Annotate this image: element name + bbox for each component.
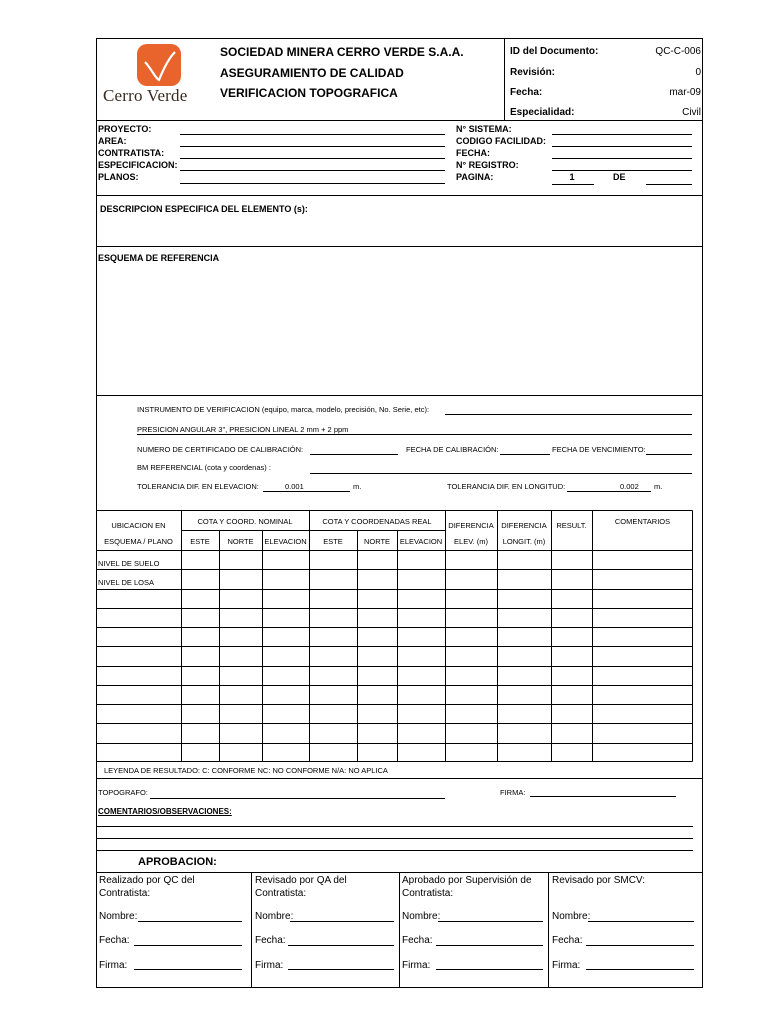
header-real: COTA Y COORDENADAS REAL	[322, 517, 432, 526]
tol-elev-line	[263, 491, 350, 492]
legend-bottom-line	[96, 778, 703, 779]
header-ubicacion-1: UBICACION EN	[111, 521, 166, 530]
row-label-nivel-losa: NIVEL DE LOSA	[98, 578, 154, 587]
bm-label: BM REFERENCIAL (cota y coordenas) :	[137, 463, 271, 472]
instrument-field[interactable]	[445, 414, 692, 415]
page-number-line	[552, 184, 594, 185]
subheader-nominal-norte: NORTE	[227, 537, 254, 546]
qa-name-label: Nombre:	[255, 911, 294, 922]
doc-id-value: QC-C-006	[655, 46, 701, 57]
topografo-field[interactable]	[150, 798, 445, 799]
comments-line-1[interactable]	[96, 826, 693, 827]
qc-date-field[interactable]	[134, 945, 242, 946]
result-legend: LEYENDA DE RESULTADO: C: CONFORME NC: NO CONFORME N/A: NO APLICA	[104, 766, 388, 775]
tol-elev-value: 0.001	[285, 482, 304, 491]
date-value: mar-09	[669, 87, 701, 98]
comments-line-2[interactable]	[96, 838, 693, 839]
topografo-sign-label: FIRMA:	[500, 788, 526, 797]
subheader-nominal-elevacion: ELEVACION	[264, 537, 307, 546]
supervision-date-label: Fecha:	[402, 935, 433, 946]
cert-field[interactable]	[310, 454, 398, 455]
comments-label: COMENTARIOS/OBSERVACIONES:	[98, 807, 232, 816]
page-number: 1	[569, 172, 575, 182]
header-diff-long-2: LONGIT. (m)	[502, 537, 546, 546]
qc-date-label: Fecha:	[99, 935, 130, 946]
smcv-date-field[interactable]	[586, 945, 694, 946]
register-label: N° REGISTRO:	[456, 160, 519, 170]
register-field[interactable]	[552, 170, 692, 171]
qa-sign-label: Firma:	[255, 960, 284, 971]
qa-date-field[interactable]	[288, 945, 394, 946]
supervision-sign-label: Firma:	[402, 960, 431, 971]
tol-elev-unit: m.	[353, 482, 362, 491]
supervision-name-label: Nombre:	[402, 911, 441, 922]
tol-long-unit: m.	[654, 482, 663, 491]
header-bottom-line	[96, 120, 703, 121]
qc-sign-field[interactable]	[134, 969, 242, 970]
comments-line-3[interactable]	[96, 850, 693, 851]
tol-elev-label: TOLERANCIA DIF. EN ELEVACION:	[137, 482, 259, 491]
header-diff-elev-1: DIFERENCIA	[448, 521, 494, 530]
qa-sign-field[interactable]	[288, 969, 394, 970]
revision-value: 0	[695, 67, 701, 78]
instrument-label: INSTRUMENTO DE VERIFICACION (equipo, marca, modelo, precisión, No. Serie, etc):	[137, 405, 430, 414]
approval-divider-1	[251, 872, 252, 988]
company-logo	[100, 42, 210, 112]
bm-field[interactable]	[310, 473, 692, 474]
supervision-name-field[interactable]	[438, 921, 543, 922]
project-label: PROYECTO:	[98, 124, 152, 134]
subheader-real-elevacion: ELEVACION	[399, 537, 443, 546]
qa-name-field[interactable]	[290, 921, 394, 922]
plans-label: PLANOS:	[98, 172, 139, 182]
contractor-label: CONTRATISTA:	[98, 148, 165, 158]
form-title: VERIFICACION TOPOGRAFICA	[220, 86, 398, 100]
revision-label: Revisión:	[510, 67, 556, 78]
specification-field[interactable]	[180, 170, 445, 171]
approval-col-qa-title: Revisado por QA del Contratista:	[255, 875, 347, 899]
qa-date-label: Fecha:	[255, 935, 286, 946]
company-name: SOCIEDAD MINERA CERRO VERDE S.A.A.	[220, 45, 464, 59]
description-bottom-line	[96, 246, 703, 247]
calib-date-label: FECHA DE CALIBRACIÓN:	[406, 445, 499, 454]
header-ubicacion-2: ESQUEMA / PLANO	[104, 537, 173, 546]
system-label: N° SISTEMA:	[456, 124, 512, 134]
topografo-label: TOPOGRAFO:	[98, 788, 148, 797]
approval-col-qc-title: Realizado por QC del Contratista:	[99, 875, 195, 899]
precision-text: PRESICION ANGULAR 3", PRESICION LINEAL 2 mm + 2 ppm	[137, 425, 349, 434]
page-total-field[interactable]	[646, 184, 692, 185]
measurement-table	[96, 510, 693, 762]
scheme-bottom-line	[96, 395, 703, 396]
info-date-field[interactable]	[552, 158, 692, 159]
project-field[interactable]	[180, 134, 445, 135]
precision-line	[137, 434, 692, 435]
calib-date-field[interactable]	[500, 454, 550, 455]
facility-code-label: CODIGO FACILIDAD:	[456, 136, 546, 146]
supervision-sign-field[interactable]	[436, 969, 543, 970]
specialty-value: Civil	[682, 107, 701, 118]
scheme-label: ESQUEMA DE REFERENCIA	[98, 253, 220, 263]
approval-col-supervision-title: Aprobado por Supervisión de Contratista:	[402, 875, 532, 899]
approval-title: APROBACION:	[138, 856, 217, 868]
page-label: PAGINA:	[456, 172, 494, 182]
info-bottom-line	[96, 195, 703, 196]
tol-long-value: 0.002	[620, 482, 639, 491]
supervision-date-field[interactable]	[436, 945, 543, 946]
approval-divider-3	[548, 872, 549, 988]
subheader-real-este: ESTE	[323, 537, 343, 546]
table-grid	[96, 510, 693, 762]
expiry-label: FECHA DE VENCIMIENTO:	[552, 445, 646, 454]
logo-text: Cerro Verde	[103, 86, 188, 105]
subheader-real-norte: NORTE	[363, 537, 391, 546]
system-field[interactable]	[552, 134, 692, 135]
subheader-nominal-este: ESTE	[190, 537, 210, 546]
smcv-name-field[interactable]	[588, 921, 694, 922]
tol-long-label: TOLERANCIA DIF. EN LONGITUD:	[447, 482, 566, 491]
info-date-label: FECHA:	[456, 148, 490, 158]
topografo-sign-field[interactable]	[530, 796, 676, 797]
area-label: AREA:	[98, 136, 127, 146]
date-label: Fecha:	[510, 87, 543, 98]
qc-sign-label: Firma:	[99, 960, 128, 971]
area-field[interactable]	[180, 146, 445, 147]
page-of-label: DE	[613, 172, 626, 182]
header-nominal: COTA Y COORD. NOMINAL	[197, 517, 293, 526]
facility-code-field[interactable]	[552, 146, 692, 147]
contractor-field[interactable]	[180, 158, 445, 159]
header-result: RESULT.	[556, 521, 587, 530]
approval-divider-2	[399, 872, 400, 988]
description-label: DESCRIPCION ESPECIFICA DEL ELEMENTO (s):	[100, 204, 308, 214]
cert-label: NUMERO DE CERTIFICADO DE CALIBRACIÓN:	[137, 445, 304, 454]
tol-long-line	[567, 491, 651, 492]
specification-label: ESPECIFICACION:	[98, 160, 178, 170]
plans-field[interactable]	[180, 183, 445, 184]
expiry-field[interactable]	[646, 454, 692, 455]
smcv-sign-label: Firma:	[552, 960, 581, 971]
smcv-date-label: Fecha:	[552, 935, 583, 946]
qc-name-field[interactable]	[138, 921, 242, 922]
row-label-nivel-suelo: NIVEL DE SUELO	[98, 559, 160, 568]
smcv-name-label: Nombre:	[552, 911, 591, 922]
qc-name-label: Nombre:	[99, 911, 138, 922]
header-divider	[504, 38, 505, 120]
header-diff-long-1: DIFERENCIA	[501, 521, 547, 530]
smcv-sign-field[interactable]	[586, 969, 694, 970]
doc-id-label: ID del Documento:	[510, 46, 599, 57]
department-name: ASEGURAMIENTO DE CALIDAD	[220, 66, 404, 80]
header-diff-elev-2: ELEV. (m)	[454, 537, 488, 546]
header-comments: COMENTARIOS	[614, 517, 671, 526]
specialty-label: Especialidad:	[510, 107, 575, 118]
approval-col-smcv-title: Revisado por SMCV:	[552, 875, 645, 886]
cerro-verde-logo-icon	[137, 44, 181, 86]
